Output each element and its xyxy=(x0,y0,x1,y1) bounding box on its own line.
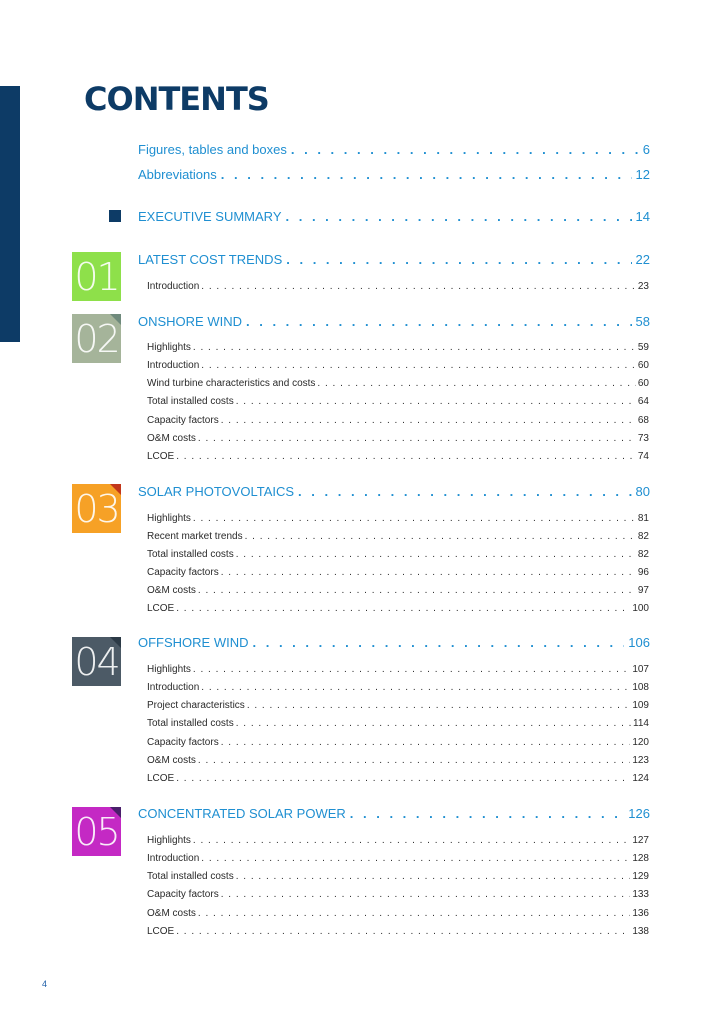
toc-section-01[interactable] xyxy=(138,252,650,267)
toc-section-page: 58 xyxy=(635,314,650,329)
dot-leader xyxy=(176,451,636,462)
dot-leader xyxy=(221,737,631,748)
dot-leader xyxy=(176,926,630,937)
toc-item-label: Highlights xyxy=(147,664,191,675)
toc-item[interactable] xyxy=(147,360,649,371)
executive-summary-marker-icon xyxy=(109,210,121,222)
toc-section-title: OFFSHORE WIND xyxy=(138,635,249,650)
dot-leader xyxy=(201,682,630,693)
dot-leader xyxy=(176,603,630,614)
section-badge-01 xyxy=(72,252,121,301)
toc-item-label: Highlights xyxy=(147,342,191,353)
section-number: 04 xyxy=(74,640,119,684)
dot-leader xyxy=(193,664,630,675)
toc-item-page: 129 xyxy=(632,871,649,882)
toc-item-page: 82 xyxy=(637,549,649,560)
toc-section-page: 126 xyxy=(628,806,650,821)
toc-item[interactable] xyxy=(147,342,649,353)
toc-item-page: 120 xyxy=(632,737,649,748)
section-number: 01 xyxy=(74,255,119,299)
dot-leader xyxy=(298,484,631,499)
toc-item-label: Introduction xyxy=(147,853,200,864)
toc-item-label: Capacity factors xyxy=(147,889,219,900)
toc-item[interactable] xyxy=(147,773,649,784)
toc-item-label: Capacity factors xyxy=(147,415,219,426)
toc-item-page: 74 xyxy=(637,451,649,462)
toc-item[interactable] xyxy=(147,415,649,426)
toc-item-page: 97 xyxy=(637,585,649,596)
toc-entry-figures[interactable] xyxy=(138,142,650,157)
toc-item[interactable] xyxy=(147,682,649,693)
toc-item-page: 60 xyxy=(637,360,649,371)
toc-item[interactable] xyxy=(147,513,649,524)
toc-section-page: 80 xyxy=(635,484,650,499)
toc-item-label: O&M costs xyxy=(147,433,196,444)
dot-leader xyxy=(236,549,636,560)
toc-item-label: Recent market trends xyxy=(147,531,243,542)
dot-leader xyxy=(201,281,636,292)
toc-item-label: Total installed costs xyxy=(147,718,234,729)
dot-leader xyxy=(236,718,631,729)
toc-item-label: Total installed costs xyxy=(147,396,234,407)
toc-item-page: 138 xyxy=(632,926,649,937)
toc-item-label: Introduction xyxy=(147,281,200,292)
section-number: 02 xyxy=(74,317,119,361)
toc-item-label: Highlights xyxy=(147,513,191,524)
dot-leader xyxy=(221,567,636,578)
toc-item-label: O&M costs xyxy=(147,755,196,766)
toc-item[interactable] xyxy=(147,451,649,462)
toc-section-title: CONCENTRATED SOLAR POWER xyxy=(138,806,346,821)
toc-item[interactable] xyxy=(147,378,649,389)
toc-entry-label: Abbreviations xyxy=(138,167,217,182)
toc-item-label: Capacity factors xyxy=(147,567,219,578)
toc-item[interactable] xyxy=(147,585,649,596)
toc-item-page: 64 xyxy=(637,396,649,407)
section-badge-04 xyxy=(72,637,121,686)
toc-entry-label: Figures, tables and boxes xyxy=(138,142,287,157)
dot-leader xyxy=(198,755,630,766)
toc-item[interactable] xyxy=(147,835,649,846)
toc-item-page: 82 xyxy=(637,531,649,542)
dot-leader xyxy=(193,342,636,353)
toc-entry-page: 6 xyxy=(642,142,650,157)
toc-item[interactable] xyxy=(147,926,649,937)
dot-leader xyxy=(286,252,631,267)
page-number: 4 xyxy=(42,979,48,989)
toc-section-title: ONSHORE WIND xyxy=(138,314,242,329)
toc-item-page: 109 xyxy=(632,700,649,711)
section-badge-02 xyxy=(72,314,121,363)
toc-item-page: 133 xyxy=(632,889,649,900)
toc-item-page: 73 xyxy=(637,433,649,444)
toc-item-label: Wind turbine characteristics and costs xyxy=(147,378,316,389)
toc-entry-page: 14 xyxy=(635,209,650,224)
toc-item-label: Total installed costs xyxy=(147,549,234,560)
toc-item-page: 124 xyxy=(632,773,649,784)
toc-item-page: 108 xyxy=(632,682,649,693)
toc-item-page: 128 xyxy=(632,853,649,864)
toc-item[interactable] xyxy=(147,889,649,900)
toc-item-page: 136 xyxy=(632,908,649,919)
dot-leader xyxy=(201,853,630,864)
toc-item-page: 23 xyxy=(637,281,649,292)
toc-item[interactable] xyxy=(147,700,649,711)
toc-item[interactable] xyxy=(147,664,649,675)
toc-item-page: 127 xyxy=(632,835,649,846)
dot-leader xyxy=(221,415,636,426)
dot-leader xyxy=(317,378,635,389)
toc-item-label: Project characteristics xyxy=(147,700,245,711)
toc-item-label: LCOE xyxy=(147,773,175,784)
dot-leader xyxy=(253,635,625,650)
toc-section-05[interactable] xyxy=(138,806,650,821)
toc-section-title: LATEST COST TRENDS xyxy=(138,252,283,267)
toc-item[interactable] xyxy=(147,871,649,882)
toc-item-page: 68 xyxy=(637,415,649,426)
section-number: 05 xyxy=(74,810,119,854)
toc-item-label: LCOE xyxy=(147,603,175,614)
dot-leader xyxy=(245,531,636,542)
dot-leader xyxy=(198,433,636,444)
dot-leader xyxy=(198,585,636,596)
toc-item[interactable] xyxy=(147,433,649,444)
dot-leader xyxy=(286,209,632,224)
dot-leader xyxy=(236,396,636,407)
section-number: 03 xyxy=(74,487,119,531)
toc-item-label: O&M costs xyxy=(147,908,196,919)
section-badge-03 xyxy=(72,484,121,533)
toc-section-page: 106 xyxy=(628,635,650,650)
dot-leader xyxy=(350,806,625,821)
dot-leader xyxy=(221,167,632,182)
toc-section-02[interactable] xyxy=(138,314,650,329)
toc-section-page: 22 xyxy=(635,252,650,267)
toc-item[interactable] xyxy=(147,531,649,542)
dot-leader xyxy=(201,360,636,371)
dot-leader xyxy=(247,700,631,711)
toc-item-label: O&M costs xyxy=(147,585,196,596)
toc-item-page: 60 xyxy=(637,378,649,389)
toc-item[interactable] xyxy=(147,853,649,864)
dot-leader xyxy=(198,908,630,919)
toc-item[interactable] xyxy=(147,718,649,729)
toc-entry-page: 12 xyxy=(635,167,650,182)
toc-item-label: Total installed costs xyxy=(147,871,234,882)
dot-leader xyxy=(221,889,631,900)
toc-section-title: SOLAR PHOTOVOLTAICS xyxy=(138,484,295,499)
dot-leader xyxy=(246,314,632,329)
toc-item[interactable] xyxy=(147,567,649,578)
toc-item-page: 114 xyxy=(633,718,649,729)
toc-item[interactable] xyxy=(147,755,649,766)
toc-item-label: Introduction xyxy=(147,682,200,693)
section-badge-05 xyxy=(72,807,121,856)
toc-item-page: 96 xyxy=(637,567,649,578)
toc-entry-abbreviations[interactable] xyxy=(138,167,650,182)
dot-leader xyxy=(236,871,631,882)
dot-leader xyxy=(291,142,639,157)
toc-item-page: 81 xyxy=(637,513,649,524)
toc-section-03[interactable] xyxy=(138,484,650,499)
toc-item-label: Highlights xyxy=(147,835,191,846)
toc-item-label: LCOE xyxy=(147,451,175,462)
toc-item[interactable] xyxy=(147,908,649,919)
toc-item-page: 107 xyxy=(632,664,649,675)
toc-item-page: 123 xyxy=(632,755,649,766)
dot-leader xyxy=(176,773,630,784)
toc-item-label: Capacity factors xyxy=(147,737,219,748)
toc-section-04[interactable] xyxy=(138,635,650,650)
toc-item[interactable] xyxy=(147,603,649,614)
toc-entry-executive-summary[interactable] xyxy=(138,209,650,224)
toc-entry-label: EXECUTIVE SUMMARY xyxy=(138,209,282,224)
dot-leader xyxy=(193,835,630,846)
toc-item-label: LCOE xyxy=(147,926,175,937)
toc-item-page: 100 xyxy=(632,603,649,614)
dot-leader xyxy=(193,513,636,524)
toc-item-label: Introduction xyxy=(147,360,200,371)
toc-item[interactable] xyxy=(147,281,649,292)
toc-item-page: 59 xyxy=(637,342,649,353)
toc-item[interactable] xyxy=(147,396,649,407)
toc-item[interactable] xyxy=(147,549,649,560)
toc-item[interactable] xyxy=(147,737,649,748)
page-title: CONTENTS xyxy=(84,80,269,118)
side-accent-bar xyxy=(0,86,20,342)
